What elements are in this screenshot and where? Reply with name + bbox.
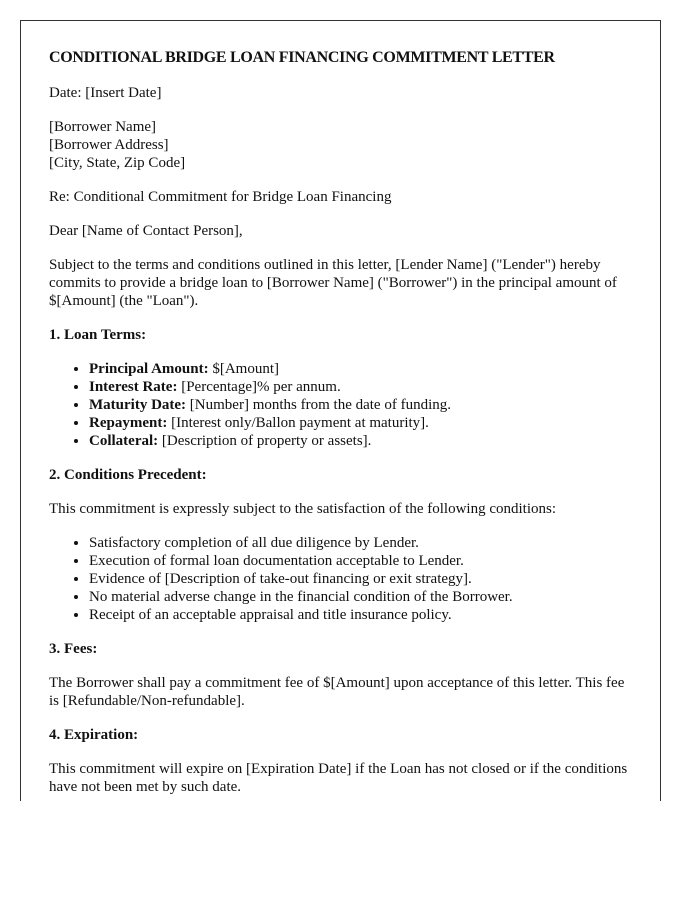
section-loan-terms-heading: 1. Loan Terms: (49, 327, 147, 343)
list-item (89, 378, 632, 396)
term-label: Maturity Date: (89, 397, 187, 413)
list-item: • Evidence of [Description of take-out financing or exit strategy]. (89, 570, 632, 588)
fees-paragraph: The Borrower shall pay a commitment fee of $[Amount] upon acceptance of this letter. This fee is [Refundable/Non-refundable]. (49, 675, 625, 709)
list-item (89, 396, 632, 414)
list-item (89, 414, 632, 432)
conditions-intro: This commitment is expressly subject to the satisfaction of the following conditions: (49, 501, 557, 517)
term-value: [Interest only/Ballon payment at maturity]. (167, 415, 429, 431)
list-item: • Receipt of an acceptable appraisal and title insurance policy. (89, 606, 632, 624)
list-item (89, 360, 632, 378)
term-label: Repayment: (89, 415, 168, 431)
conditions-list (49, 534, 632, 624)
section-expiration-heading: 4. Expiration: (49, 727, 139, 743)
borrower-address-block (49, 118, 632, 172)
borrower-name: [Borrower Name] (49, 119, 157, 135)
list-item (89, 432, 632, 450)
intro-paragraph: Subject to the terms and conditions outlined in this letter, [Lender Name] ("Lender") hereby commits to provide a bridge loan to [Borrower Name] ("Borrower") in the principal amount of $[Amount] (the "Loan"). (49, 257, 617, 309)
term-label: Principal Amount: (89, 361, 209, 377)
list-item: • Satisfactory completion of all due diligence by Lender. (89, 534, 632, 552)
letter-document (20, 20, 661, 801)
term-label: Collateral: (89, 433, 159, 449)
section-fees-heading: 3. Fees: (49, 641, 98, 657)
letter-title: CONDITIONAL BRIDGE LOAN FINANCING COMMITMENT LETTER (49, 49, 555, 66)
term-value: [Percentage]% per annum. (177, 379, 341, 395)
salutation: Dear [Name of Contact Person], (49, 223, 243, 239)
term-value: [Number] months from the date of funding. (186, 397, 451, 413)
term-label: Interest Rate: (89, 379, 178, 395)
re-line: Re: Conditional Commitment for Bridge Loan Financing (49, 189, 392, 205)
section-conditions-heading: 2. Conditions Precedent: (49, 467, 207, 483)
list-item: • Execution of formal loan documentation acceptable to Lender. (89, 552, 632, 570)
borrower-address: [Borrower Address] (49, 137, 169, 153)
date-line: Date: [Insert Date] (49, 85, 162, 101)
term-value: [Description of property or assets]. (158, 433, 372, 449)
expiration-paragraph: This commitment will expire on [Expiration Date] if the Loan has not closed or if the conditions have not been met by such date. (49, 761, 628, 795)
list-item: • No material adverse change in the financial condition of the Borrower. (89, 588, 632, 606)
loan-terms-list (49, 360, 632, 450)
borrower-city-state-zip: [City, State, Zip Code] (49, 155, 186, 171)
term-value: $[Amount] (208, 361, 280, 377)
